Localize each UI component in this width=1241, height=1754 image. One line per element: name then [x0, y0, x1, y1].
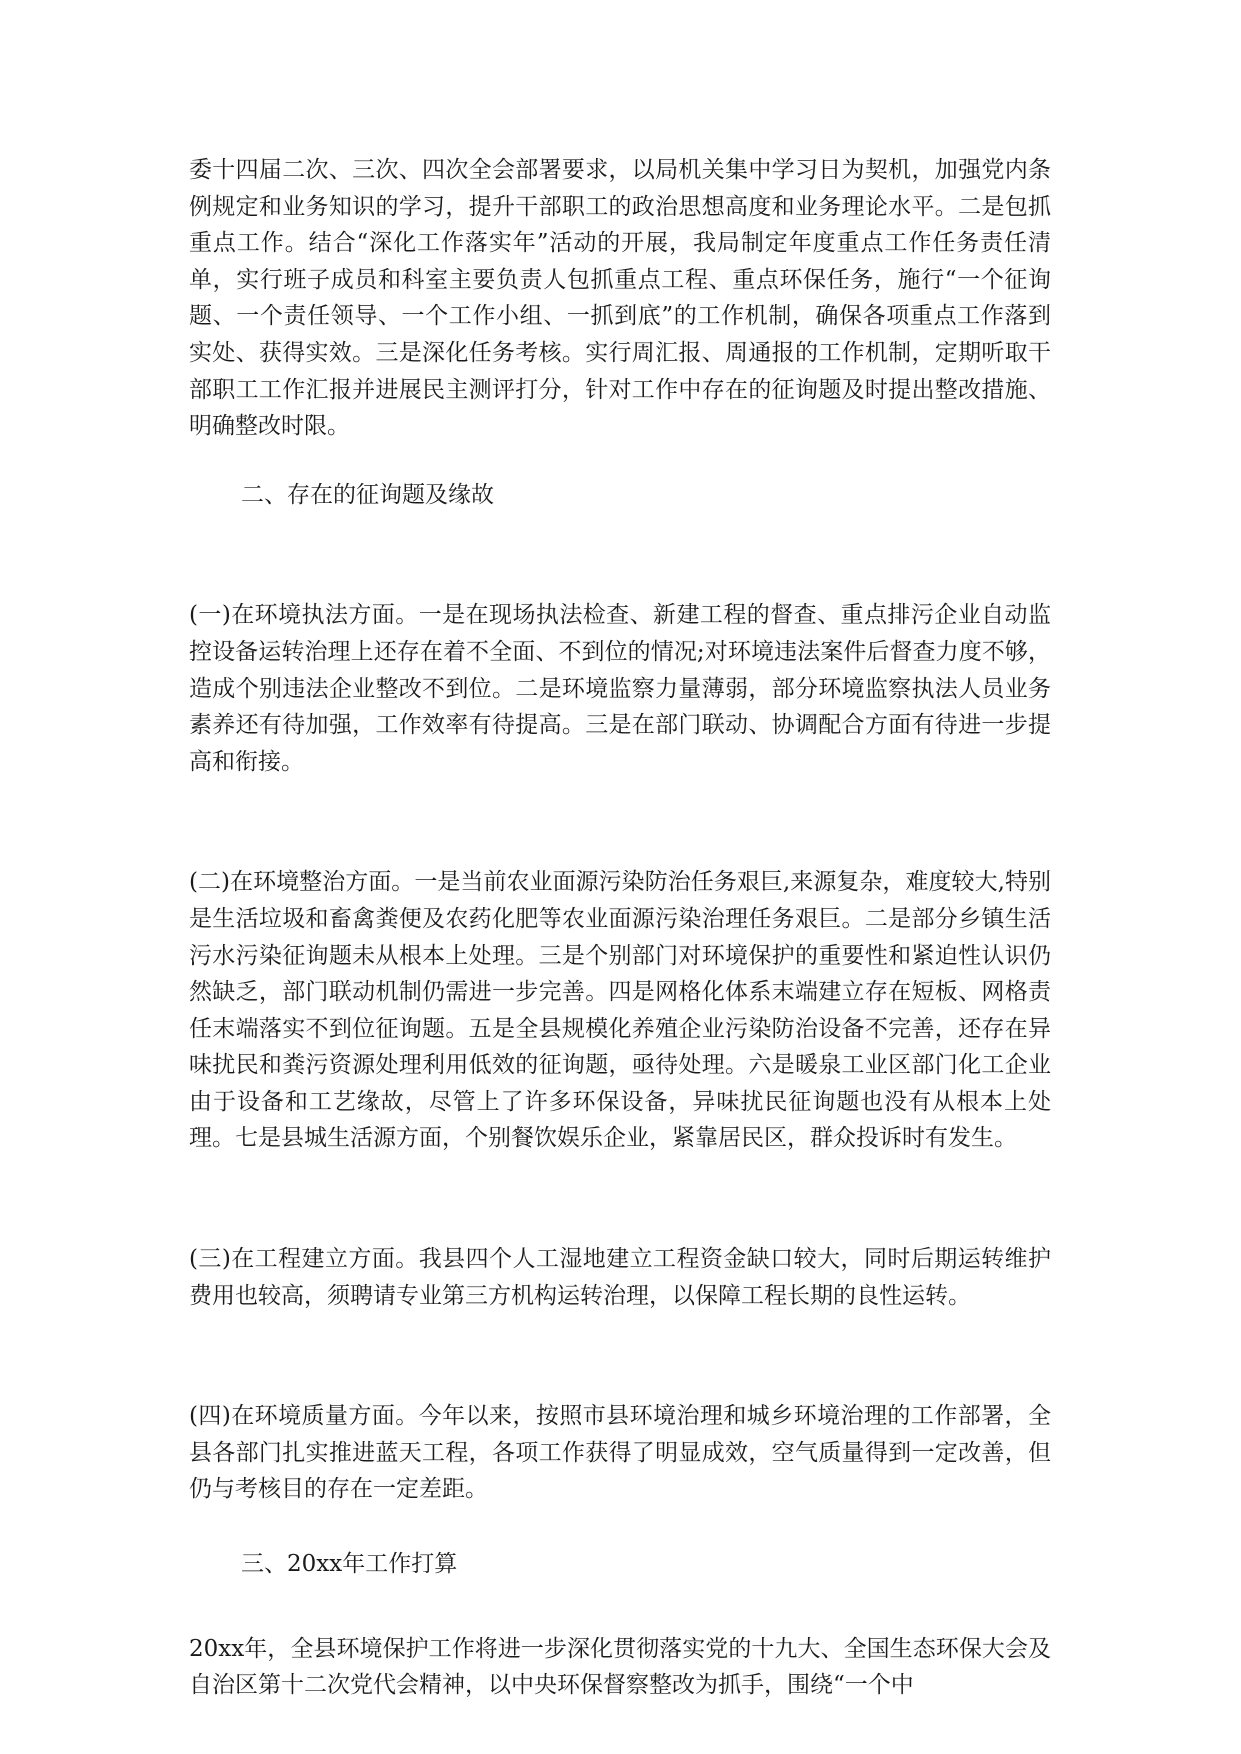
issue-item-1: (一)在环境执法方面。一是在现场执法检查、新建工程的督查、重点排污企业自动监控设备运转治理上还存在着不全面、不到位的情况;对环境违法案件后督查力度不够，造成个别违法企业整改不到位。二是环境监察力量薄弱，部分环境监察执法人员业务素养还有待加强，工作效率有待提高。三是在部门联动、协调配合方面有待进一步提高和衔接。	[189, 602, 1051, 775]
section-heading-2: 二、存在的征询题及缘故	[241, 481, 494, 508]
body-paragraph-last: 20xx年，全县环境保护工作将进一步深化贯彻落实党的十九大、全国生态环保大会及自治区第十二次党代会精神，以中央环保督察整改为抓手，围绕“一个中	[189, 1635, 1051, 1699]
body-paragraph-1: 委十四届二次、三次、四次全会部署要求，以局机关集中学习日为契机，加强党内条例规定和业务知识的学习，提升干部职工的政治思想高度和业务理论水平。二是包抓重点工作。结合“深化工作落实年”活动的开展，我局制定年度重点工作任务责任清单，实行班子成员和科室主要负责人包抓重点工程、重点环保任务，施行“一个征询题、一个责任领导、一个工作小组、一抓到底”的工作机制，确保各项重点工作落到实处、获得实效。三是深化任务考核。实行周汇报、周通报的工作机制，定期听取干部职工工作汇报并进展民主测评打分，针对工作中存在的征询题及时提出整改措施、明确整改时限。	[189, 157, 1051, 440]
document-page	[189, 152, 1051, 1704]
issue-item-4: (四)在环境质量方面。今年以来，按照市县环境治理和城乡环境治理的工作部署，全县各部门扎实推进蓝天工程，各项工作获得了明显成效，空气质量得到一定改善，但仍与考核目的存在一定差距。	[189, 1403, 1051, 1503]
issue-item-3: (三)在工程建立方面。我县四个人工湿地建立工程资金缺口较大，同时后期运转维护费用也较高，须聘请专业第三方机构运转治理，以保障工程长期的良性运转。	[189, 1246, 1051, 1309]
issue-item-2: (二)在环境整治方面。一是当前农业面源污染防治任务艰巨,来源复杂，难度较大,特别是生活垃圾和畜禽粪便及农药化肥等农业面源污染治理任务艰巨。二是部分乡镇生活污水污染征询题未从根本上处理。三是个别部门对环境保护的重要性和紧迫性认识仍然缺乏，部门联动机制仍需进一步完善。四是网格化体系末端建立存在短板、网格责任末端落实不到位征询题。五是全县规模化养殖企业污染防治设备不完善，还存在异味扰民和粪污资源处理利用低效的征询题，亟待处理。六是暖泉工业区部门化工企业由于设备和工艺缘故，尽管上了许多环保设备，异味扰民征询题也没有从根本上处理。七是县城生活源方面，个别餐饮娱乐企业，紧靠居民区，群众投诉时有发生。	[189, 869, 1051, 1152]
section-heading-3: 三、20xx年工作打算	[241, 1551, 458, 1578]
